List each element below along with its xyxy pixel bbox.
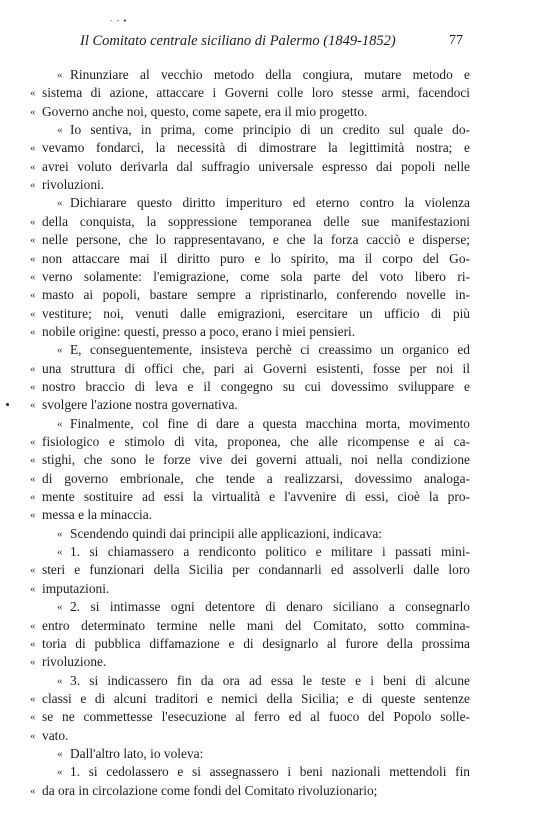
line-text: 1. si cedolassero e si assegnassero i beni nazionali mettendoli fin	[70, 764, 470, 780]
line-text: E, conseguentemente, insisteva perchè ci creassimo un organico ed	[70, 342, 470, 358]
line-text: Rinunziare al vecchio metodo della congiura, mutare metodo e	[70, 67, 470, 82]
text-line	[0, 121, 550, 139]
text-line	[0, 525, 550, 543]
line-text: una struttura di offici che, pari ai Governi esistenti, fosse per noi il	[42, 360, 470, 376]
quote-mark: «	[30, 87, 36, 100]
quote-mark: «	[30, 105, 36, 118]
line-text: messa e la minaccia.	[42, 507, 153, 523]
line-text: di governo embrionale, che tende a realizzarsi, dovessimo analoga-	[42, 470, 470, 486]
line-text: nostro braccio di leva e il congegno su cui dovessimo sviluppare e	[42, 378, 470, 394]
text-line	[0, 543, 550, 561]
quote-mark: «	[57, 527, 63, 540]
line-text: 2. si intimasse ogni detentore di denaro siciliano a consegnarlo	[70, 599, 470, 615]
text-line	[0, 635, 550, 653]
quote-mark: «	[30, 270, 36, 283]
quote-mark: «	[30, 142, 36, 155]
quote-mark: «	[30, 325, 36, 338]
text-line	[0, 396, 550, 414]
text-line	[0, 488, 550, 506]
header-ornament: - - ▪	[110, 16, 128, 25]
text-line	[0, 727, 550, 745]
line-text: non attaccare mai il diritto puro e lo spirito, ma il corpo del Go-	[42, 250, 470, 266]
text-line	[0, 653, 550, 671]
quote-mark: «	[30, 215, 36, 228]
running-header	[0, 33, 550, 53]
line-text: Io sentiva, in prima, come principio di un credito sul quale do-	[70, 122, 470, 138]
text-line	[0, 580, 550, 598]
line-text: Dichiarare questo diritto imperituro ed eterno contro la violenza	[70, 195, 470, 211]
line-text: Finalmente, col fine di dare a questa macchina morta, movimento	[70, 415, 470, 431]
line-text: avrei voluto derivarla dal suffragio universale espresso dai popoli nelle	[42, 158, 470, 174]
quote-mark: «	[57, 601, 63, 614]
quote-mark: «	[30, 692, 36, 705]
text-line	[0, 176, 550, 194]
line-text: se ne commettesse l'esecuzione al ferro ed al fuoco del Popolo solle-	[42, 709, 470, 725]
line-text: steri e funzionari della Sicilia per condannarli ed assolverli dalle loro	[42, 562, 470, 578]
quote-mark: «	[30, 380, 36, 393]
line-text: sistema di azione, attaccare i Governi colle loro stesse armi, facendoci	[42, 85, 470, 101]
text-line	[0, 782, 550, 800]
quote-mark: «	[30, 491, 36, 504]
quote-mark: «	[30, 234, 36, 247]
running-title: Il Comitato centrale siciliano di Palermo (1849-1852)	[80, 33, 396, 49]
line-text: vato.	[42, 727, 69, 743]
quote-mark: «	[57, 674, 63, 687]
text-line	[0, 745, 550, 763]
text-line	[0, 763, 550, 781]
text-line	[0, 506, 550, 524]
margin-mark	[6, 403, 9, 406]
quote-mark: «	[57, 546, 63, 559]
line-text: da ora in circolazione come fondi del Comitato rivoluzionario;	[42, 782, 378, 798]
line-text: rivoluzione.	[42, 654, 107, 670]
quote-mark: «	[30, 729, 36, 742]
quote-mark: «	[30, 454, 36, 467]
quote-mark: «	[30, 564, 36, 577]
quote-mark: «	[30, 637, 36, 650]
line-text: vestiture; noi, venuti dalle emigrazioni, esercitare un ufficio di più	[42, 305, 470, 321]
text-line	[0, 672, 550, 690]
line-text: toria di pubblica diffamazione e di designarlo al furore della prossima	[42, 635, 470, 651]
quote-mark: «	[30, 472, 36, 485]
quote-mark: «	[57, 747, 63, 760]
quote-mark: «	[30, 179, 36, 192]
text-line	[0, 84, 550, 102]
text-line	[0, 286, 550, 304]
line-text: masto ai popoli, bastare sempre a ripristinarlo, conferendo novelle in-	[42, 287, 470, 303]
quote-mark: «	[30, 619, 36, 632]
text-line	[0, 360, 550, 378]
line-text: nobile origine: questi, presso a poco, erano i miei pensieri.	[42, 323, 356, 339]
text-line	[0, 708, 550, 726]
text-line	[0, 139, 550, 157]
quote-mark: «	[57, 344, 63, 357]
text-line	[0, 433, 550, 451]
quote-mark: «	[57, 197, 63, 210]
line-text: 1. si chiamassero a rendiconto politico e militare i passati mini-	[70, 544, 470, 560]
text-line	[0, 250, 550, 268]
quote-mark: «	[30, 656, 36, 669]
text-line	[0, 66, 550, 84]
quote-mark: «	[30, 399, 36, 412]
text-line	[0, 323, 550, 341]
quote-mark: «	[30, 307, 36, 320]
quote-mark: «	[30, 252, 36, 265]
quote-mark: «	[30, 160, 36, 173]
line-text: 3. si indicassero fin da ora ad essa le teste e i beni di alcune	[70, 672, 470, 688]
quote-mark: «	[30, 711, 36, 724]
text-line	[0, 231, 550, 249]
quote-mark: «	[57, 417, 63, 430]
quote-mark: «	[30, 362, 36, 375]
line-text: classi e di alcuni traditori e nemici della Sicilia; e di queste sentenze	[42, 690, 470, 706]
quote-mark: «	[30, 436, 36, 448]
line-text: rivoluzioni.	[42, 177, 105, 193]
quote-mark: «	[30, 784, 36, 797]
text-line	[0, 158, 550, 176]
line-text: fisiologico e stimolo di vita, proponea, che alle ricompense e ai ca-	[42, 434, 470, 449]
text-line	[0, 305, 550, 323]
line-text: nelle persone, che lo rappresentavano, e che la forza cacciò e disperse;	[42, 232, 470, 248]
text-line	[0, 470, 550, 488]
line-text: verno solamente: l'emigrazione, come sola parte del voto libero ri-	[42, 268, 470, 284]
text-line	[0, 268, 550, 286]
line-text: della conquista, la soppressione temporanea delle sue manifestazioni	[42, 213, 470, 229]
line-text: vevamo fondarci, la necessità di dimostrare la legittimità nostra; e	[42, 140, 470, 156]
page-number: 77	[449, 33, 463, 48]
line-text: svolgere l'azione nostra governativa.	[42, 397, 238, 413]
text-line	[0, 415, 550, 433]
line-text: stighi, che sono le forze vive dei governi attuali, noi nella condizione	[42, 452, 470, 468]
quote-mark: «	[57, 766, 63, 779]
text-line	[0, 451, 550, 469]
text-line	[0, 561, 550, 579]
line-text: mente sostituire ad essi la virtualità e l'avvenire di essi, cioè la pro-	[42, 489, 470, 505]
text-line	[0, 213, 550, 231]
quote-mark: «	[30, 582, 36, 595]
text-line	[0, 690, 550, 708]
text-line	[0, 598, 550, 616]
quote-mark: «	[30, 289, 36, 302]
text-line	[0, 617, 550, 635]
text-line	[0, 378, 550, 396]
line-text: entro determinato termine nelle mani del Comitato, sotto commina-	[42, 617, 470, 633]
line-text: imputazioni.	[42, 580, 110, 596]
text-line	[0, 103, 550, 121]
text-line	[0, 194, 550, 212]
quote-mark: «	[57, 69, 63, 81]
text-line	[0, 341, 550, 359]
line-text: Dall'altro lato, io voleva:	[70, 745, 204, 761]
line-text: Scendendo quindi dai principii alle applicazioni, indicava:	[70, 525, 382, 541]
quote-mark: «	[30, 509, 36, 522]
quote-mark: «	[57, 124, 63, 137]
line-text: Governo anche noi, questo, come sapete, era il mio progetto.	[42, 103, 368, 119]
